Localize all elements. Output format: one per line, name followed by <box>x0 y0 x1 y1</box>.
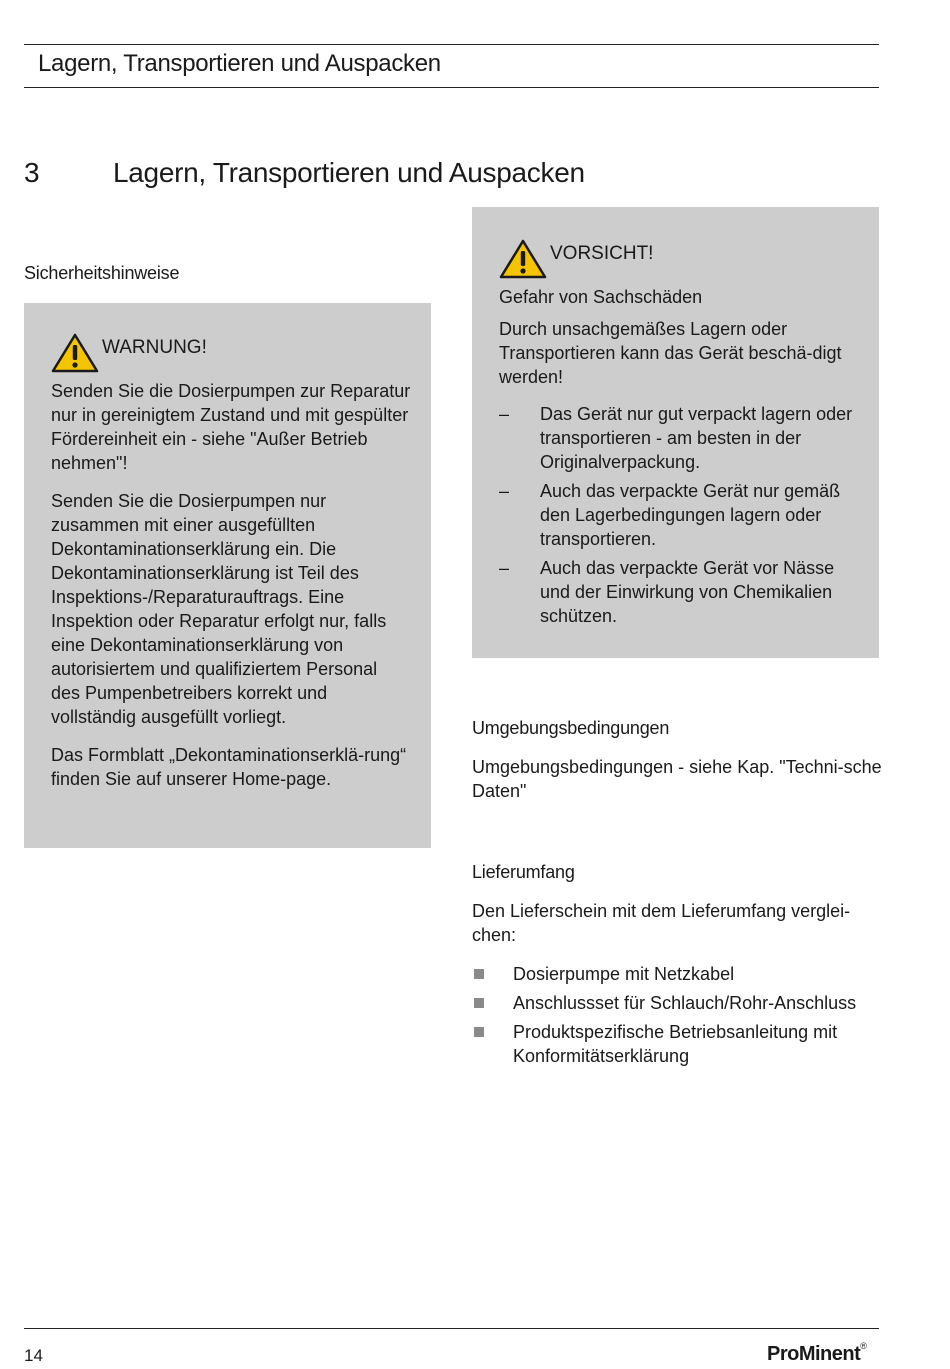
measure-text: Das Gerät nur gut verpackt lagern oder transportieren - am besten in der Originalverpackung. <box>540 404 853 472</box>
scope-item-text: Produktspezifische Betriebsanleitung mit Konformitätserklärung <box>513 1022 838 1066</box>
environment-text: Umgebungsbedingungen - siehe Kap. "Techni-sche Daten" <box>472 757 882 801</box>
dash-marker: – <box>499 558 510 578</box>
warning-paragraph: Senden Sie die Dosierpumpen zur Reparatur nur in gereinigtem Zustand und mit gespülter Fördereinheit ein - siehe "Außer Betrieb nehmen"! <box>51 381 411 473</box>
registered-mark: ® <box>860 1341 867 1351</box>
hazard-type: Gefahr von Sachschäden <box>499 287 703 307</box>
safety-heading: Sicherheitshinweise <box>24 263 180 283</box>
chapter-number: 3 <box>24 157 40 188</box>
square-bullet-icon <box>474 998 484 1008</box>
scope-item-text: Anschlussset für Schlauch/Rohr-Anschluss <box>513 993 857 1013</box>
caution-measures <box>499 402 859 628</box>
page-number: 14 <box>24 1346 43 1365</box>
scope-intro: Den Lieferschein mit dem Lieferumfang verglei-chen: <box>472 901 851 945</box>
environment-section <box>472 755 882 817</box>
warning-signal-word: WARNUNG! <box>102 337 207 358</box>
chapter-title: Lagern, Transportieren und Auspacken <box>113 157 585 188</box>
caution-signal-row <box>499 237 859 279</box>
measure-text: Auch das verpackte Gerät vor Nässe und der Einwirkung von Chemikalien schützen. <box>540 558 835 626</box>
running-header: Lagern, Transportieren und Auspacken <box>38 50 441 77</box>
hazard-description: Durch unsachgemäßes Lagern oder Transportieren kann das Gerät beschä-digt werden! <box>499 319 842 387</box>
dash-marker: – <box>499 481 510 501</box>
warning-triangle-icon <box>51 333 99 373</box>
scope-section <box>472 899 882 1073</box>
list-item <box>499 479 859 551</box>
list-item <box>472 1020 882 1068</box>
scope-item-text: Dosierpumpe mit Netzkabel <box>513 964 735 984</box>
square-bullet-icon <box>474 969 484 979</box>
list-item <box>499 556 859 628</box>
warning-box <box>24 303 431 848</box>
list-item <box>499 402 859 474</box>
list-item <box>472 991 882 1015</box>
logo-text: ProMinent <box>767 1343 861 1365</box>
warning-paragraph: Das Formblatt „Dekontaminationserklä-rung“ finden Sie auf unserer Home-page. <box>51 745 407 789</box>
header-rule-top <box>24 44 879 45</box>
header-rule-bottom <box>24 87 879 88</box>
list-item <box>472 962 882 986</box>
caution-signal-word: VORSICHT! <box>550 243 654 264</box>
brand-logo <box>767 1343 866 1366</box>
warning-signal-row <box>51 331 411 373</box>
dash-marker: – <box>499 404 510 424</box>
warning-triangle-icon <box>499 239 547 279</box>
measure-text: Auch das verpackte Gerät nur gemäß den Lagerbedingungen lagern oder transportieren. <box>540 481 841 549</box>
environment-heading: Umgebungsbedingungen <box>472 718 670 738</box>
caution-box <box>472 207 879 658</box>
square-bullet-icon <box>474 1027 484 1037</box>
scope-heading: Lieferumfang <box>472 862 575 882</box>
scope-items <box>472 962 882 1068</box>
footer-rule <box>24 1328 879 1329</box>
warning-paragraph: Senden Sie die Dosierpumpen nur zusammen mit einer ausgefüllten Dekontaminationserklärung ein. Die Dekontaminationserklärung ist Teil des Inspektions-/Reparaturauftrags. Eine Inspektion oder Reparatur erfolgt nur, falls eine Dekontaminationserklärung von autorisiertem und qualifiziertem Personal des Pumpenbetreibers korrekt und vollständig ausgefüllt vorliegt. <box>51 491 387 727</box>
